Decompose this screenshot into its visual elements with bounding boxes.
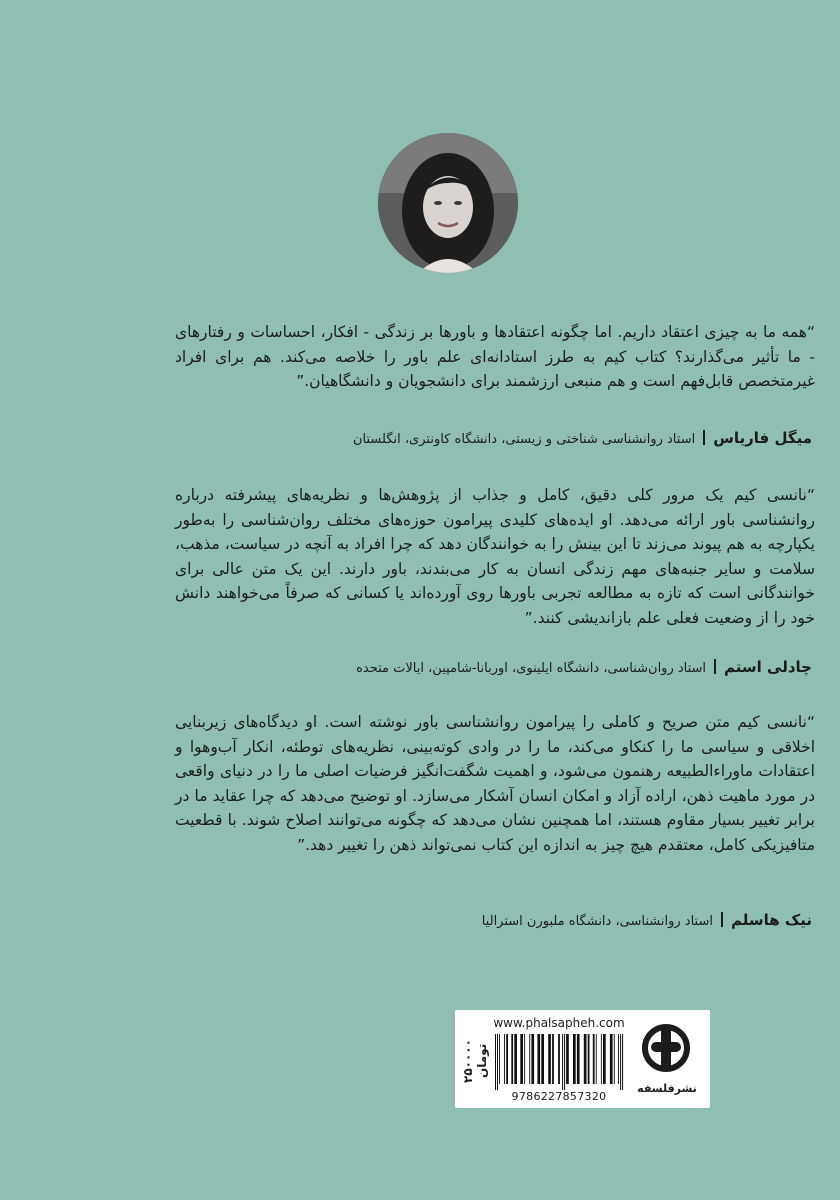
- author-portrait-illustration: [378, 133, 518, 273]
- barcode-bar: [622, 1034, 623, 1090]
- isbn-barcode: [493, 1034, 625, 1090]
- attribution-separator: [703, 430, 705, 445]
- quote-1-author-name: میگل فاریاس: [713, 429, 812, 447]
- publisher-name: نشرفلسفه: [637, 1082, 697, 1095]
- barcode-bar: [537, 1034, 540, 1084]
- barcode-bar: [497, 1034, 498, 1090]
- barcode-bar: [577, 1034, 580, 1084]
- quote-3-author-affiliation: استاد روانشناسی، دانشگاه ملبورن استرالیا: [481, 914, 713, 929]
- quote-3-text: “نانسی کیم متن صریح و کاملی را پیرامون روانشناسی باور نوشته است. او دیدگاه‌های زیربنایی اخلاقی و سیاسی ما را کنکاو می‌کند، ما را در وادی کوته‌بینی، نظریه‌های توطئه، انکار آب‌وهوا و اعتقادات ماوراءالطبیعه رهنمون می‌شود، و اهمیت شگفت‌انگیز فرضیات اصلی ما را در دنیای واقعی در مورد ماهیت ذهن، اراده آزاد و امکان انسان آشکار می‌سازد. او توضیح می‌دهد که چرا عقاید ما در برابر تغییر بسیار مقاوم هستند، اما همچنین نشان می‌دهد که چگونه می‌توانند اصلاح شوند. با قطعیت متافیزیکی کامل، معتقدم هیچ چیز به اندازه این کتاب نمی‌تواند ذهن را تغییر دهد.”: [175, 713, 815, 854]
- barcode-bar: [531, 1034, 534, 1084]
- publisher-logo-icon: [641, 1020, 691, 1080]
- barcode-bar: [514, 1034, 517, 1084]
- quote-2-author-name: چادلی استم: [724, 658, 812, 676]
- barcode-bar: [588, 1034, 590, 1084]
- barcode-bar: [504, 1034, 505, 1084]
- barcode-bar: [495, 1034, 496, 1090]
- quote-1-attribution: [172, 428, 812, 450]
- barcode-bar: [564, 1034, 565, 1090]
- quote-3-attribution: [172, 910, 812, 932]
- barcode-bar: [596, 1034, 597, 1084]
- quote-2-text: “نانسی کیم یک مرور کلی دقیق، کامل و جذاب از پژوهش‌ها و نظریه‌های پیشرفته درباره روانشناسی باور ارائه می‌دهد. او ایده‌های کلیدی پیرامون حوزه‌های مختلف روان‌شناسی را به‌طور یکپارچه به هم پیوند می‌زند تا این بینش را به خوانندگان دهد که چرا افراد به آنچه در سیاست، مذهب، سلامت و سایر جنبه‌های مهم زندگی انسان به کار می‌بندند، باور دارند. این یک متن عالی برای خوانندگانی است که تازه به مطالعه تجربی باورها روی آورده‌اند یا کسانی که صرفاً می‌خواهند دانش خود را از وضعیت فعلی علم بازاندیشی کنند.”: [175, 486, 815, 627]
- quote-1-text: “همه ما به چیزی اعتقاد داریم. اما چگونه اعتقادها و باورها بر زندگی - افکار، احساسات و رفتارهای - ما تأثیر می‌گذارند؟ کتاب کیم به طرز استادانه‌ای علم باور را خلاصه می‌کند. هم برای افراد غیرمتخصص قابل‌فهم است و هم منبعی ارزشمند برای دانشجویان و دانشگاهیان.”: [175, 323, 815, 390]
- barcode-bar: [618, 1034, 619, 1084]
- barcode-bar: [524, 1034, 525, 1084]
- barcode-bar: [511, 1034, 513, 1084]
- barcode-bar: [541, 1034, 544, 1084]
- barcode-bar: [610, 1034, 613, 1084]
- quote-1-author-affiliation: استاد روانشناسی شناختی و زیستی، دانشگاه کاونتری، انگلستان: [352, 432, 696, 447]
- barcode-bar: [562, 1034, 563, 1090]
- quote-2-attribution: [172, 657, 812, 679]
- barcode-bar: [520, 1034, 523, 1084]
- barcode-bar: [566, 1034, 569, 1084]
- quote-2-author-affiliation: استاد روان‌شناسی، دانشگاه ایلینوی، اوربانا-شامپین، ایالات متحده: [356, 661, 707, 676]
- barcode-bar: [603, 1034, 606, 1084]
- attribution-separator: [714, 659, 716, 674]
- barcode-bar: [529, 1034, 530, 1084]
- barcode-publisher-box: [455, 1010, 710, 1108]
- barcode-bar: [548, 1034, 551, 1084]
- barcode-bar: [552, 1034, 554, 1084]
- barcode-bar: [614, 1034, 615, 1084]
- price-label: ۲۵۰۰۰۰ تومان: [461, 1039, 489, 1083]
- barcode-bar: [584, 1034, 587, 1084]
- barcode-bar: [558, 1034, 560, 1084]
- barcode-bar: [573, 1034, 576, 1084]
- barcode-bar: [601, 1034, 602, 1084]
- publisher-website: www.phalsapheh.com: [493, 1016, 625, 1030]
- quote-3-author-name: نیک هاسلم: [730, 911, 812, 929]
- barcode-bar: [593, 1034, 595, 1084]
- author-photo: [378, 133, 518, 273]
- barcode-bar: [499, 1034, 500, 1084]
- barcode-bar: [506, 1034, 508, 1084]
- isbn-number: 9786227857320: [511, 1090, 607, 1103]
- barcode-bar: [620, 1034, 621, 1090]
- attribution-separator: [721, 912, 723, 927]
